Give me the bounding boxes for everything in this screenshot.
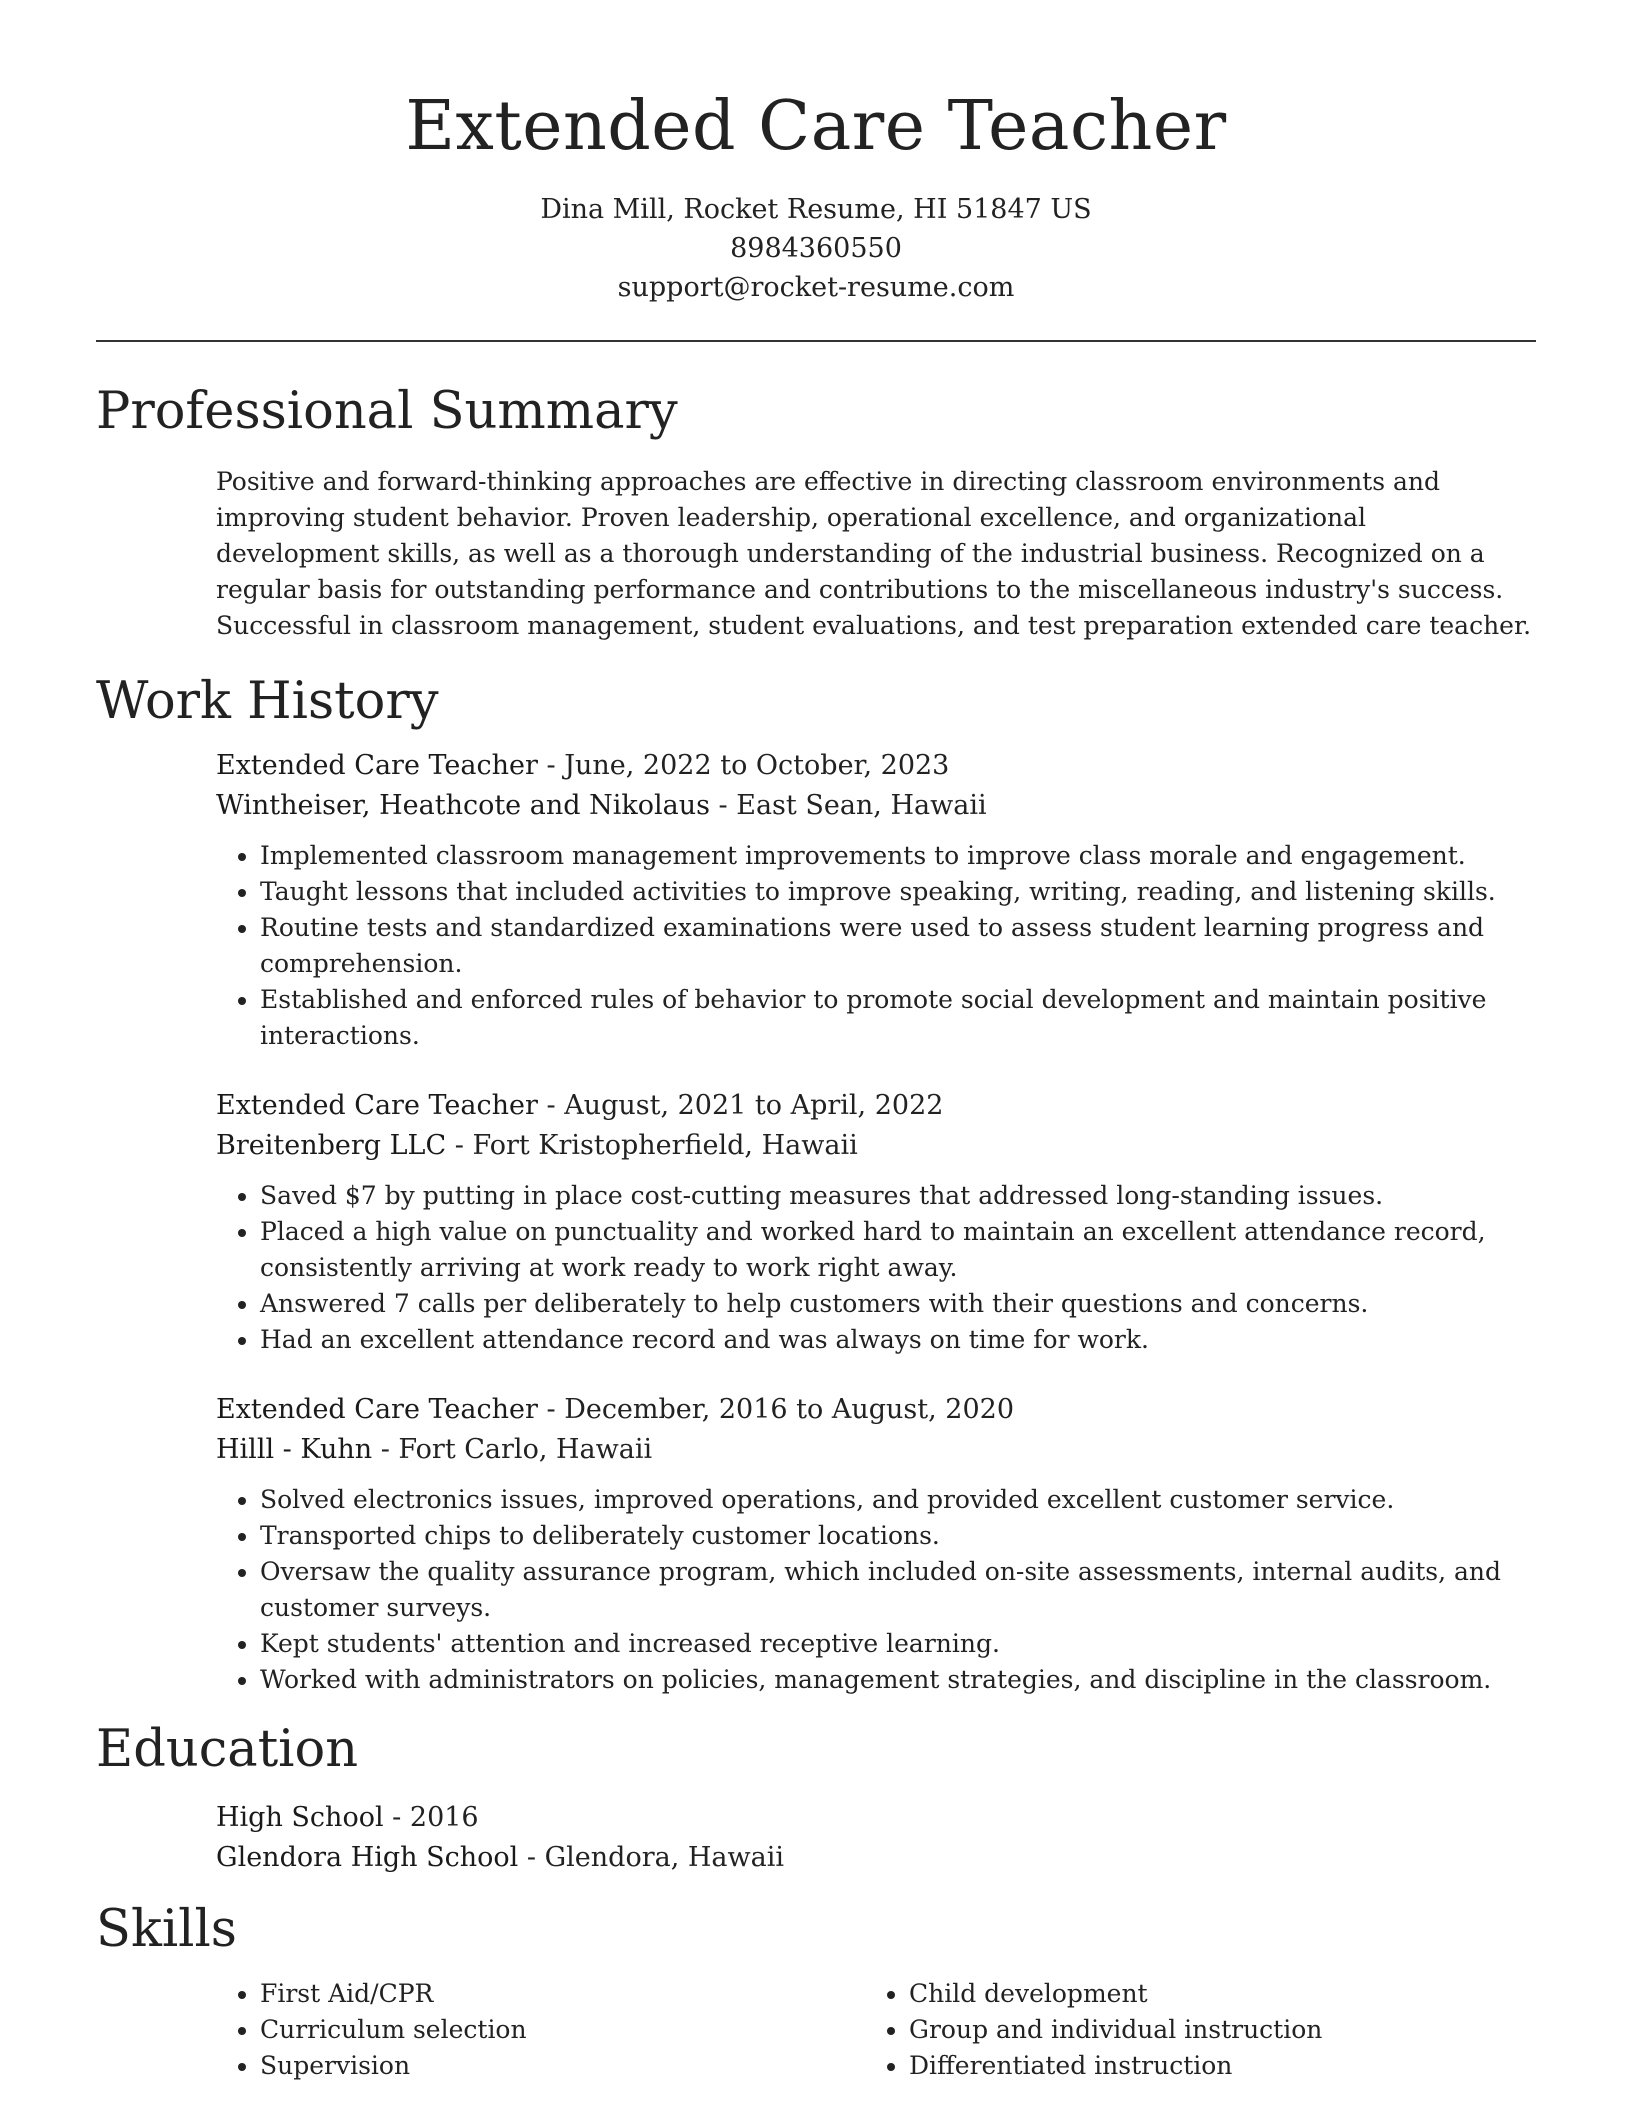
job-entry (216, 1086, 1536, 1358)
job-company: Breitenberg LLC (216, 1130, 447, 1161)
skill-item: • Differentiated instruction (909, 2048, 1509, 2084)
job-dates: August, 2021 to April, 2022 (564, 1090, 944, 1121)
job-bullet: • Had an excellent attendance record and was always on time for work. (260, 1322, 1536, 1358)
contact-block (96, 190, 1536, 307)
job-bullets (216, 1482, 1536, 1698)
job-role: Extended Care Teacher (216, 1394, 538, 1425)
contact-address: Dina Mill, Rocket Resume, HI 51847 US (540, 194, 1092, 225)
job-bullet: • Kept students' attention and increased receptive learning. (260, 1626, 1536, 1662)
job-bullet: • Solved electronics issues, improved operations, and provided excellent customer service. (260, 1482, 1536, 1518)
job-bullet: • Transported chips to deliberately customer locations. (260, 1518, 1536, 1554)
job-dates: December, 2016 to August, 2020 (564, 1394, 1015, 1425)
job-title-line: Extended Care Teacher - August, 2021 to April, 2022 (216, 1090, 944, 1121)
contact-phone: 8984360550 (730, 233, 902, 264)
job-location: Fort Kristopherfield, Hawaii (472, 1130, 858, 1161)
job-bullets (216, 838, 1536, 1054)
job-bullet: • Oversaw the quality assurance program, which included on-site assessments, internal audits, and customer surveys. (260, 1554, 1536, 1626)
contact-email: support@rocket-resume.com (617, 272, 1015, 303)
job-company-line: Breitenberg LLC - Fort Kristopherfield, Hawaii (216, 1130, 858, 1161)
skill-item: • First Aid/CPR (260, 1976, 865, 2012)
skill-item: • Curriculum selection (260, 2012, 865, 2048)
job-company-line: Wintheiser, Heathcote and Nikolaus - East Sean, Hawaii (216, 790, 987, 821)
job-company: Wintheiser, Heathcote and Nikolaus (216, 790, 710, 821)
job-entry (216, 746, 1536, 1054)
education-location: Glendora, Hawaii (544, 1842, 784, 1873)
job-location: Fort Carlo, Hawaii (398, 1434, 653, 1465)
job-role: Extended Care Teacher (216, 750, 538, 781)
skill-item: • Child development (909, 1976, 1509, 2012)
work-history-heading: Work History (96, 672, 439, 731)
job-title-line: Extended Care Teacher - June, 2022 to October, 2023 (216, 750, 950, 781)
job-bullet: • Routine tests and standardized examinations were used to assess student learning progress and comprehension. (260, 910, 1536, 982)
skill-item: • Supervision (260, 2048, 865, 2084)
job-bullet: • Answered 7 calls per deliberately to help customers with their questions and concerns. (260, 1286, 1536, 1322)
job-bullet: • Taught lessons that included activities to improve speaking, writing, reading, and listening skills. (260, 874, 1536, 910)
job-company-line: Hilll - Kuhn - Fort Carlo, Hawaii (216, 1434, 653, 1465)
education-school-line: Glendora High School - Glendora, Hawaii (216, 1842, 784, 1873)
job-bullets (216, 1178, 1536, 1358)
job-entry (216, 1390, 1536, 1698)
education-school: Glendora High School (216, 1842, 519, 1873)
resume-page (96, 0, 1536, 2084)
job-bullet: • Worked with administrators on policies, management strategies, and discipline in the classroom. (260, 1662, 1536, 1698)
education-entry (216, 1798, 1536, 1878)
job-role: Extended Care Teacher (216, 1090, 538, 1121)
education-section (96, 1720, 1536, 1878)
education-degree: High School (216, 1802, 384, 1833)
skills-list-left (216, 1976, 865, 2084)
education-heading: Education (96, 1720, 359, 1779)
job-bullet: • Established and enforced rules of behavior to promote social development and maintain positive interactions. (260, 982, 1536, 1054)
skills-section (96, 1900, 1536, 2084)
job-bullet: • Saved $7 by putting in place cost-cutting measures that addressed long-standing issues. (260, 1178, 1536, 1214)
job-company: Hilll - Kuhn (216, 1434, 373, 1465)
job-bullet: • Placed a high value on punctuality and worked hard to maintain an excellent attendance record, consistently arriving at work ready to work right away. (260, 1214, 1536, 1286)
summary-text: Positive and forward-thinking approaches are effective in directing classroom environments and improving student behavior. Proven leadership, operational excellence, and organizational development skills, as well as a thorough understanding of the industrial business. Recognized on a regular basis for outstanding performance and contributions to the miscellaneous industry's success. Successful in classroom management, student evaluations, and test preparation extended care teacher. (216, 467, 1532, 640)
summary-section (96, 382, 1536, 644)
header-divider (96, 340, 1536, 342)
summary-heading: Professional Summary (96, 382, 678, 441)
skills-columns (216, 1976, 1536, 2084)
education-year: 2016 (409, 1802, 479, 1833)
candidate-name: Extended Care Teacher (405, 87, 1227, 166)
job-dates: June, 2022 to October, 2023 (564, 750, 950, 781)
job-title-line: Extended Care Teacher - December, 2016 to August, 2020 (216, 1394, 1015, 1425)
skill-item: • Group and individual instruction (909, 2012, 1509, 2048)
job-location: East Sean, Hawaii (736, 790, 987, 821)
skills-heading: Skills (96, 1900, 237, 1959)
job-bullet: • Implemented classroom management improvements to improve class morale and engagement. (260, 838, 1536, 874)
work-history-section (96, 672, 1536, 1698)
skills-list-right (865, 1976, 1509, 2084)
education-degree-line: High School - 2016 (216, 1802, 479, 1833)
